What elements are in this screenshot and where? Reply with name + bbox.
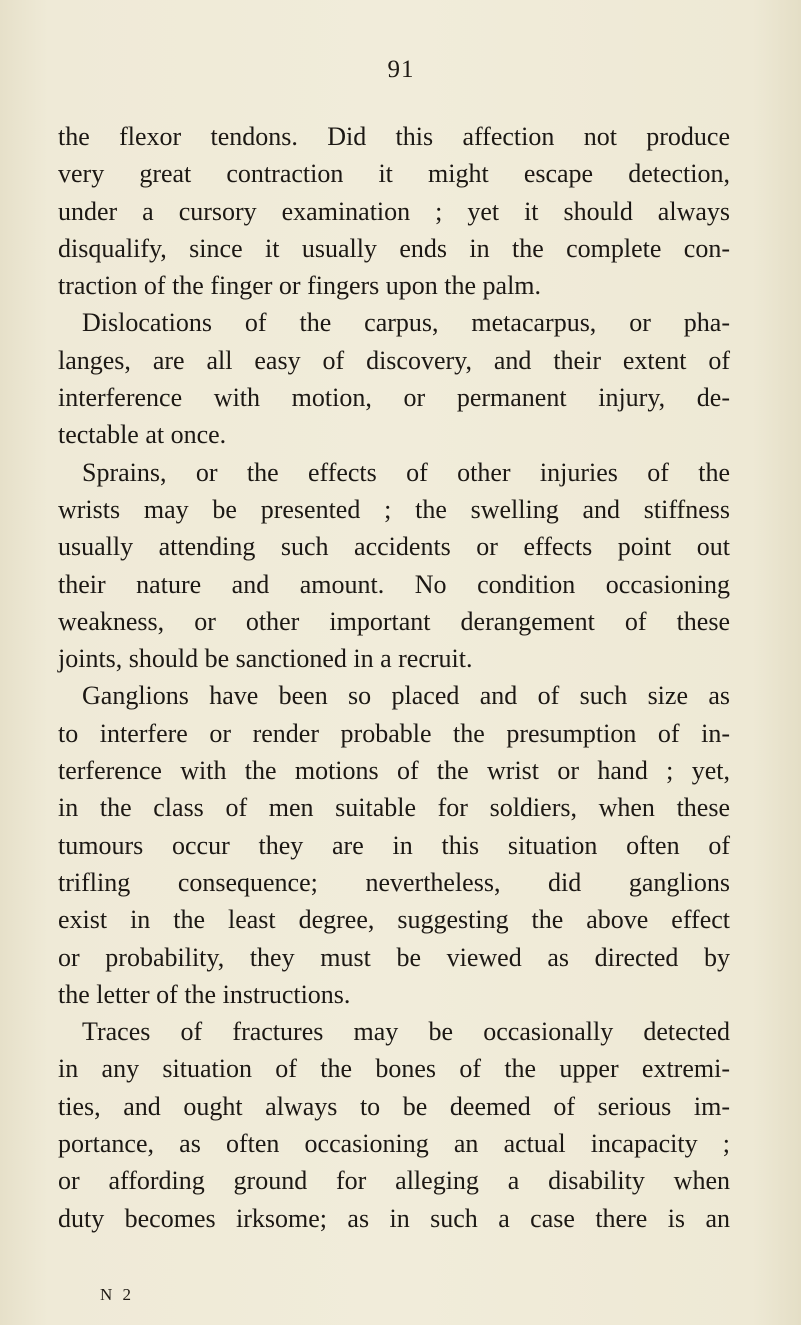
body-text <box>58 118 730 1237</box>
text-line: Dislocations of the carpus, metacarpus, or pha- <box>82 308 730 338</box>
text-line: Ganglions have been so placed and of such size as <box>82 681 730 711</box>
paragraph <box>58 304 730 453</box>
paragraph <box>58 1013 730 1237</box>
text-line: in the class of men suitable for soldiers, when these <box>58 793 730 823</box>
text-line: Traces of fractures may be occasionally detected <box>82 1017 730 1047</box>
text-line: usually attending such accidents or effects point out <box>58 532 730 562</box>
text-line: very great contraction it might escape detection, <box>58 159 730 189</box>
text-line: portance, as often occasioning an actual incapacity ; <box>58 1129 730 1159</box>
text-line: ties, and ought always to be deemed of serious im- <box>58 1091 730 1121</box>
text-line: interference with motion, or permanent injury, de- <box>58 383 730 413</box>
text-line: their nature and amount. No condition occasioning <box>58 569 730 599</box>
text-line: the flexor tendons. Did this affection not produce <box>58 122 730 151</box>
text-line: exist in the least degree, suggesting the above effect <box>58 905 730 935</box>
text-line: to interfere or render probable the presumption of in- <box>58 718 730 748</box>
text-line: disqualify, since it usually ends in the complete con- <box>58 233 730 263</box>
paragraph <box>58 677 730 1013</box>
page-number: 91 <box>387 56 415 83</box>
text-line: trifling consequence; nevertheless, did ganglions <box>58 867 730 897</box>
text-line: wrists may be presented ; the swelling and stiffness <box>58 494 730 524</box>
text-line: weakness, or other important derangement of these <box>58 606 730 636</box>
text-line: in any situation of the bones of the upper extremi- <box>58 1054 730 1084</box>
text-line: joints, should be sanctioned in a recruit. <box>58 644 473 674</box>
signature-mark: N 2 <box>100 1285 135 1304</box>
text-line: tectable at once. <box>58 420 227 450</box>
text-line: the letter of the instructions. <box>58 979 351 1009</box>
text-line: Sprains, or the effects of other injuries of the <box>82 457 730 487</box>
text-line: under a cursory examination ; yet it should always <box>58 196 730 226</box>
paragraph <box>58 118 730 304</box>
text-line: langes, are all easy of discovery, and their extent of <box>58 345 730 375</box>
text-line: or probability, they must be viewed as directed by <box>58 942 730 972</box>
text-line: traction of the finger or fingers upon the palm. <box>58 271 542 301</box>
text-line: duty becomes irksome; as in such a case there is an <box>58 1203 730 1233</box>
text-line: or affording ground for alleging a disability when <box>58 1166 730 1196</box>
text-line: tumours occur they are in this situation often of <box>58 830 730 860</box>
text-line: terference with the motions of the wrist or hand ; yet, <box>58 756 730 786</box>
paragraph <box>58 454 730 678</box>
